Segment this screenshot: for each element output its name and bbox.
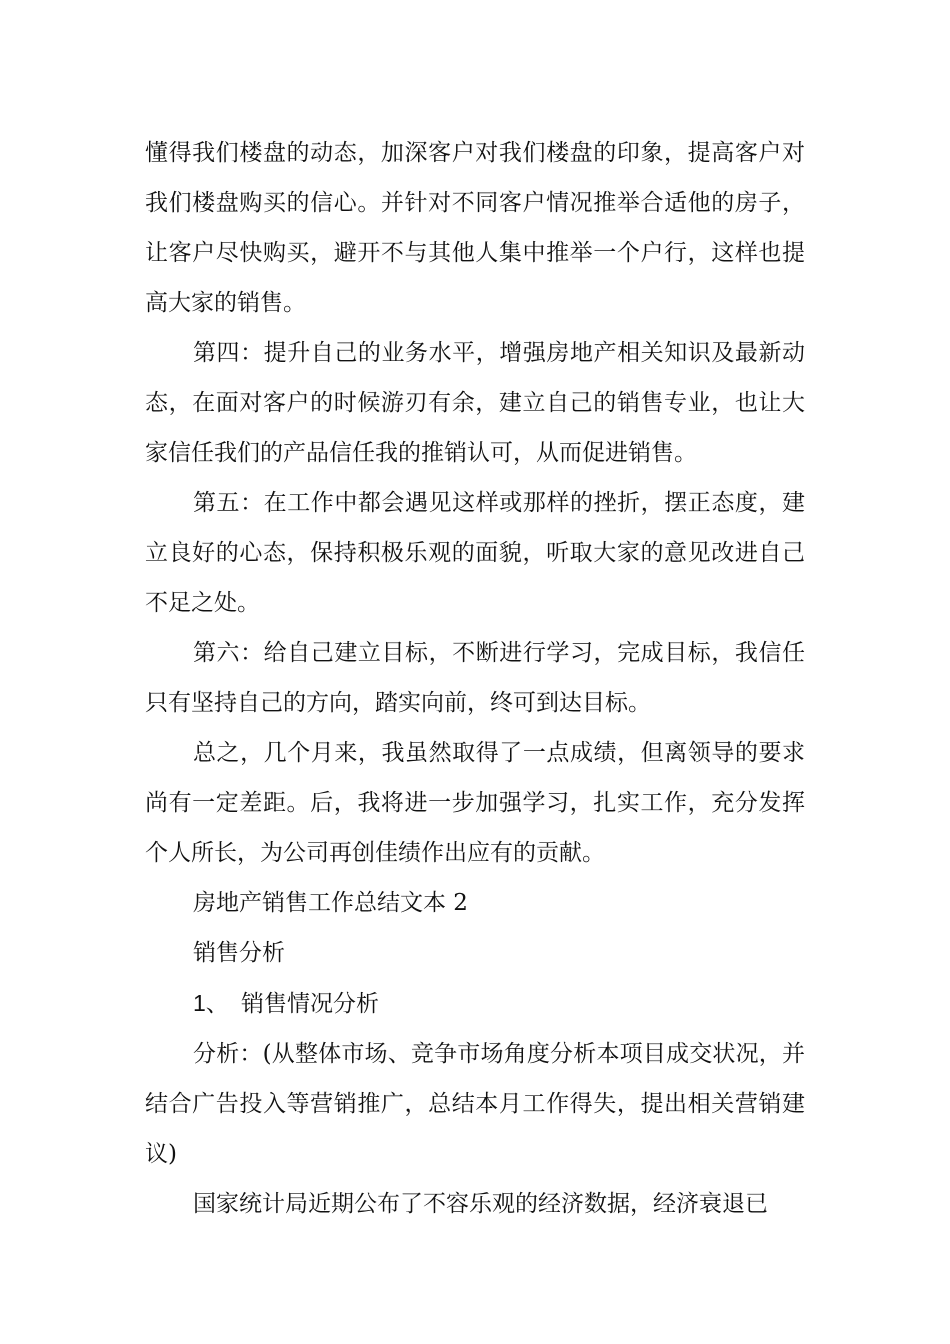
paragraph-economy: 国家统计局近期公布了不容乐观的经济数据，经济衰退已 [193,1191,768,1217]
paragraph-continuation: 懂得我们楼盘的动态，加深客户对我们楼盘的印象，提高客户对我们楼盘购买的信心。并针对不同客户情况推举合适他的房子，让客户尽快购买，避开不与其他人集中推举一个户行，这样也提高大家的销售。 [145,140,805,316]
paragraph-point-four: 第四：提升自己的业务水平，增强房地产相关知识及最新动态，在面对客户的时候游刃有余，建立自己的销售专业，也让大家信任我们的产品信任我的推销认可，从而促进销售。 [145,340,805,466]
section-heading-sales-analysis: 销售分析 [193,940,285,966]
paragraph-conclusion: 总之，几个月来，我虽然取得了一点成绩，但离领导的要求尚有一定差距。后，我将进一步加强学习，扎实工作，充分发挥个人所长，为公司再创佳绩作出应有的贡献。 [145,740,805,866]
paragraph-analysis: 分析：(从整体市场、竞争市场角度分析本项目成交状况，并结合广告投入等营销推广，总结本月工作得失，提出相关营销建议) [145,1041,805,1167]
item-number: 1、 [193,990,229,1016]
document-title-2: 房地产销售工作总结文本 2 [193,890,468,916]
paragraph-point-five: 第五：在工作中都会遇见这样或那样的挫折，摆正态度，建立良好的心态，保持积极乐观的面貌，听取大家的意见改进自己不足之处。 [145,490,805,616]
numbered-item-1 [145,978,805,1029]
paragraph-point-six: 第六：给自己建立目标，不断进行学习，完成目标，我信任只有坚持自己的方向，踏实向前，终可到达目标。 [145,640,805,716]
document-body [145,128,805,1229]
item-label: 销售情况分析 [241,991,379,1017]
